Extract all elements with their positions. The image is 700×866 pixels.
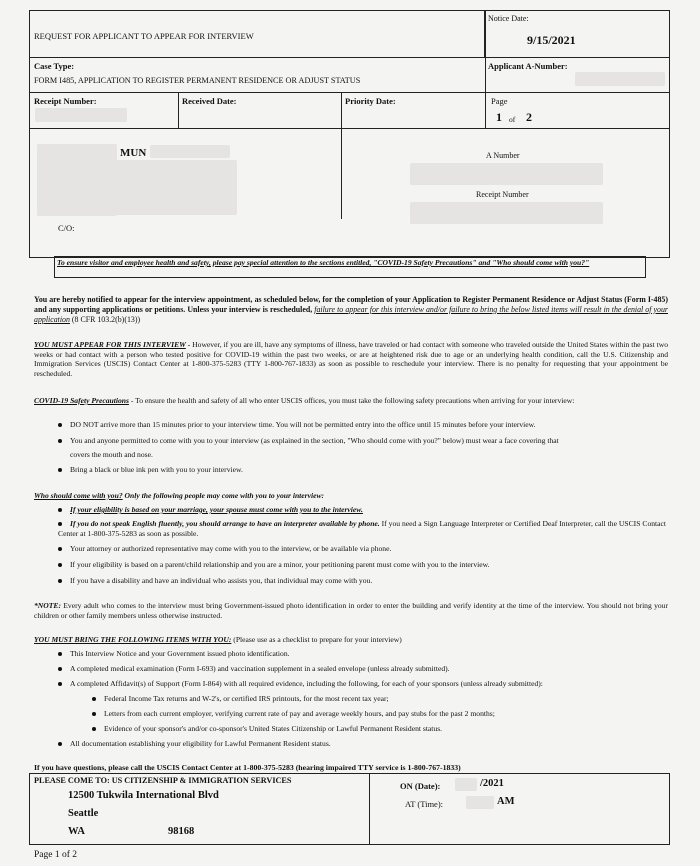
case-type: FORM I485, APPLICATION TO REGISTER PERMANENT RESIDENCE OR ADJUST STATUS <box>34 76 361 85</box>
priority-label: Priority Date: <box>345 96 396 106</box>
bullet-icon <box>58 563 62 567</box>
bring-item-4 <box>58 739 331 749</box>
intro-warning: failure to appear for this interview and/or failure to bring the below listed items will result in the denial of your application <box>34 304 668 324</box>
questions-line: If you have questions, please call the USCIS Contact Center at 1-800-375-5283 (hearing impaired TTY service is 1-800-767-1833) <box>34 763 461 772</box>
appointment-divider <box>369 773 370 845</box>
at-time-label: AT (Time): <box>405 799 444 809</box>
precaution-item-1 <box>58 420 536 430</box>
bullet-icon <box>58 682 62 686</box>
bring-item-1 <box>58 649 290 659</box>
precaution-text: Bring a black or blue ink pen with you to your interview. <box>70 465 243 474</box>
must-bring-heading <box>34 635 668 645</box>
covid-notice: To ensure visitor and employee health and safety, please pay special attention to the sections entitled, "COVID-19 Safety Precautions" and "Who should come with you?" <box>57 258 590 267</box>
bring-subtext: Federal Income Tax returns and W-2's, or certified IRS printouts, for the most recent tax year; <box>104 694 389 703</box>
who-item-2 <box>58 519 666 538</box>
intro-bold: You are hereby notified to appear for the interview appointment, as scheduled below, for the completion of your Application to Register Permanent Residence or Adjust Status (Form I-485) and any supporting applications or petitions. Unless your interview is rescheduled, <box>34 295 668 314</box>
case-type-label: Case Type: <box>34 61 75 71</box>
bring-subtext: Letters from each current employer, verifying current rate of pay and average weekly hours, and pay stubs for the past 2 months; <box>104 709 495 718</box>
bring-item-3 <box>58 679 543 689</box>
notice-date: 9/15/2021 <box>527 33 576 47</box>
form-title: REQUEST FOR APPLICANT TO APPEAR FOR INTERVIEW <box>34 31 254 41</box>
precaution-item-3 <box>58 465 243 475</box>
who-item-1 <box>58 505 363 515</box>
row3-div3 <box>485 92 486 128</box>
recipient-name: MUN <box>120 147 147 159</box>
who-text: Your attorney or authorized representative may come with you to the interview, or be available via phone. <box>70 544 392 553</box>
precaution-item-2-cont: covers the mouth and nose. <box>70 450 153 459</box>
state: WA <box>68 826 85 837</box>
who-item-4 <box>58 560 490 570</box>
a-number-box <box>410 163 603 185</box>
on-date-label: ON (Date): <box>400 781 441 791</box>
must-appear-dash: - <box>185 340 193 349</box>
bring-subitem-3 <box>92 724 442 734</box>
who-item-3 <box>58 544 391 554</box>
bullet-icon <box>58 547 62 551</box>
zip: 98168 <box>168 826 195 837</box>
bullet-icon <box>58 742 62 746</box>
must-appear-paragraph <box>34 340 668 378</box>
bullet-icon <box>58 423 62 427</box>
date-redacted <box>455 778 477 791</box>
who-should-come-heading <box>34 491 668 501</box>
row2-line <box>29 57 670 58</box>
note-paragraph <box>34 601 668 620</box>
bring-heading: YOU MUST BRING THE FOLLOWING ITEMS WITH YOU: <box>34 635 232 644</box>
bullet-icon <box>58 508 62 512</box>
who-heading: Who should come with you? <box>34 491 123 500</box>
street: 12500 Tukwila International Blvd <box>68 790 219 801</box>
a-number-label: Applicant A-Number: <box>488 61 568 71</box>
intro-cite: (8 CFR 103.2(b)(13)) <box>69 314 141 324</box>
who-text: If you do not speak English fluently, you should arrange to have an interpreter available by phone. <box>70 519 380 528</box>
receipt-box <box>410 202 603 224</box>
must-appear-body: However, if you are ill, have any symptoms of illness, have traveled or had contact with someone who traveled outside the United States within the past two weeks or had contact with a person who tested positive for COVID-19 within the past two weeks, or are at heightened risk due to age or an underlying health condition, call the U.S. Citizenship and Immigration Services (USCIS) Contact Center at 1-800-375-5283 (TTY 1-800-767-1833) as soon as possible to reschedule your interview. There is no penalty for requesting that your appointment be rescheduled. <box>34 340 669 378</box>
bullet-icon <box>58 522 62 526</box>
address-redacted <box>37 160 237 215</box>
bullet-icon <box>92 727 96 731</box>
page-of: of <box>509 115 516 124</box>
who-text: If you have a disability and have an individual who assists you, that individual may come with you. <box>70 576 373 585</box>
at-time-value: AM <box>497 796 515 807</box>
time-redacted <box>466 796 494 809</box>
precaution-text: You and anyone permitted to come with you to your interview (as explained in the section, "Who should come with you?" below) must wear a face covering that <box>70 436 559 445</box>
note-label: *NOTE: <box>34 601 61 610</box>
covid-precautions-heading: COVID-19 Safety Precautions <box>34 396 129 405</box>
row3-div1 <box>178 92 179 128</box>
bullet-icon <box>58 579 62 583</box>
city: Seattle <box>68 808 99 819</box>
covid-precautions-intro: - To ensure the health and safety of all who enter USCIS offices, you must take the following safety precautions when arriving for your interview: <box>128 396 575 405</box>
who-interp-rest: If you need a Sign Language Interpreter or Certified Deaf Interpreter, call the USCIS Contact Center at 1-800-375-5283 as soon as possible. <box>58 519 666 538</box>
bullet-icon <box>92 697 96 701</box>
bullet-icon <box>92 712 96 716</box>
who-heading-rest: Only the following people may come with you to your interview: <box>122 491 325 500</box>
bring-subtext: Evidence of your sponsor's and/or co-sponsor's United States Citizenship or Lawful Permanent Resident status. <box>104 724 443 733</box>
intro-paragraph <box>34 295 668 324</box>
name-redacted-2 <box>150 145 230 158</box>
note-body: Every adult who comes to the interview must bring Government-issued photo identification in order to enter the building and verify identity at the time of the interview. You should not bring your children or other family members unless otherwise instructed. <box>34 601 668 620</box>
page-label: Page <box>491 96 508 106</box>
who-item-5 <box>58 576 372 586</box>
co-label: C/O: <box>58 223 75 233</box>
page-footer: Page 1 of 2 <box>34 850 78 860</box>
notice-date-label: Notice Date: <box>488 14 529 23</box>
page-num: 1 <box>496 110 502 124</box>
bring-item-2 <box>58 664 450 674</box>
row3-div2 <box>341 92 342 219</box>
on-date-value: /2021 <box>480 778 504 789</box>
bullet-icon <box>58 667 62 671</box>
a-number-redacted <box>575 72 665 86</box>
receipt-label: Receipt Number: <box>34 96 97 106</box>
who-text: If your eligibility is based on your marriage, your spouse must come with you to the interview. <box>70 505 363 514</box>
page-total: 2 <box>526 110 532 124</box>
row2-divider <box>485 10 486 92</box>
receipt-caption: Receipt Number <box>476 190 529 199</box>
bring-subitem-1 <box>92 694 389 704</box>
bring-heading-rest: (Please use as a checklist to prepare for your interview) <box>231 635 402 644</box>
receipt-redacted <box>35 108 127 122</box>
bullet-icon <box>58 439 62 443</box>
received-label: Received Date: <box>182 96 237 106</box>
row3-line <box>29 92 670 93</box>
bring-text: A completed medical examination (Form I-693) and vaccination supplement in a sealed envelope (unless already submitted). <box>70 664 450 673</box>
bring-text: A completed Affidavit(s) of Support (Form I-864) with all required evidence, including the following, for each of your sponsors (unless already submitted): <box>70 679 543 688</box>
a-number-caption: A Number <box>486 151 520 160</box>
bring-subitem-2 <box>92 709 495 719</box>
bring-text: All documentation establishing your eligibility for Lawful Permanent Resident status. <box>70 739 331 748</box>
precaution-item-2 <box>58 436 559 446</box>
precaution-text: DO NOT arrive more than 15 minutes prior to your interview time. You will not be permitted entry into the office until 15 minutes before your interview. <box>70 420 536 429</box>
row4-line <box>29 128 670 129</box>
who-text: If your eligibility is based on a parent/child relationship and you are a minor, your petitioning parent must come with you to the interview. <box>70 560 490 569</box>
bullet-icon <box>58 652 62 656</box>
covid-precautions-paragraph <box>34 396 668 406</box>
must-appear-heading: YOU MUST APPEAR FOR THIS INTERVIEW <box>34 340 186 349</box>
bullet-icon <box>58 468 62 472</box>
come-to: PLEASE COME TO: US CITIZENSHIP & IMMIGRATION SERVICES <box>34 776 292 785</box>
bring-text: This Interview Notice and your Government issued photo identification. <box>70 649 290 658</box>
